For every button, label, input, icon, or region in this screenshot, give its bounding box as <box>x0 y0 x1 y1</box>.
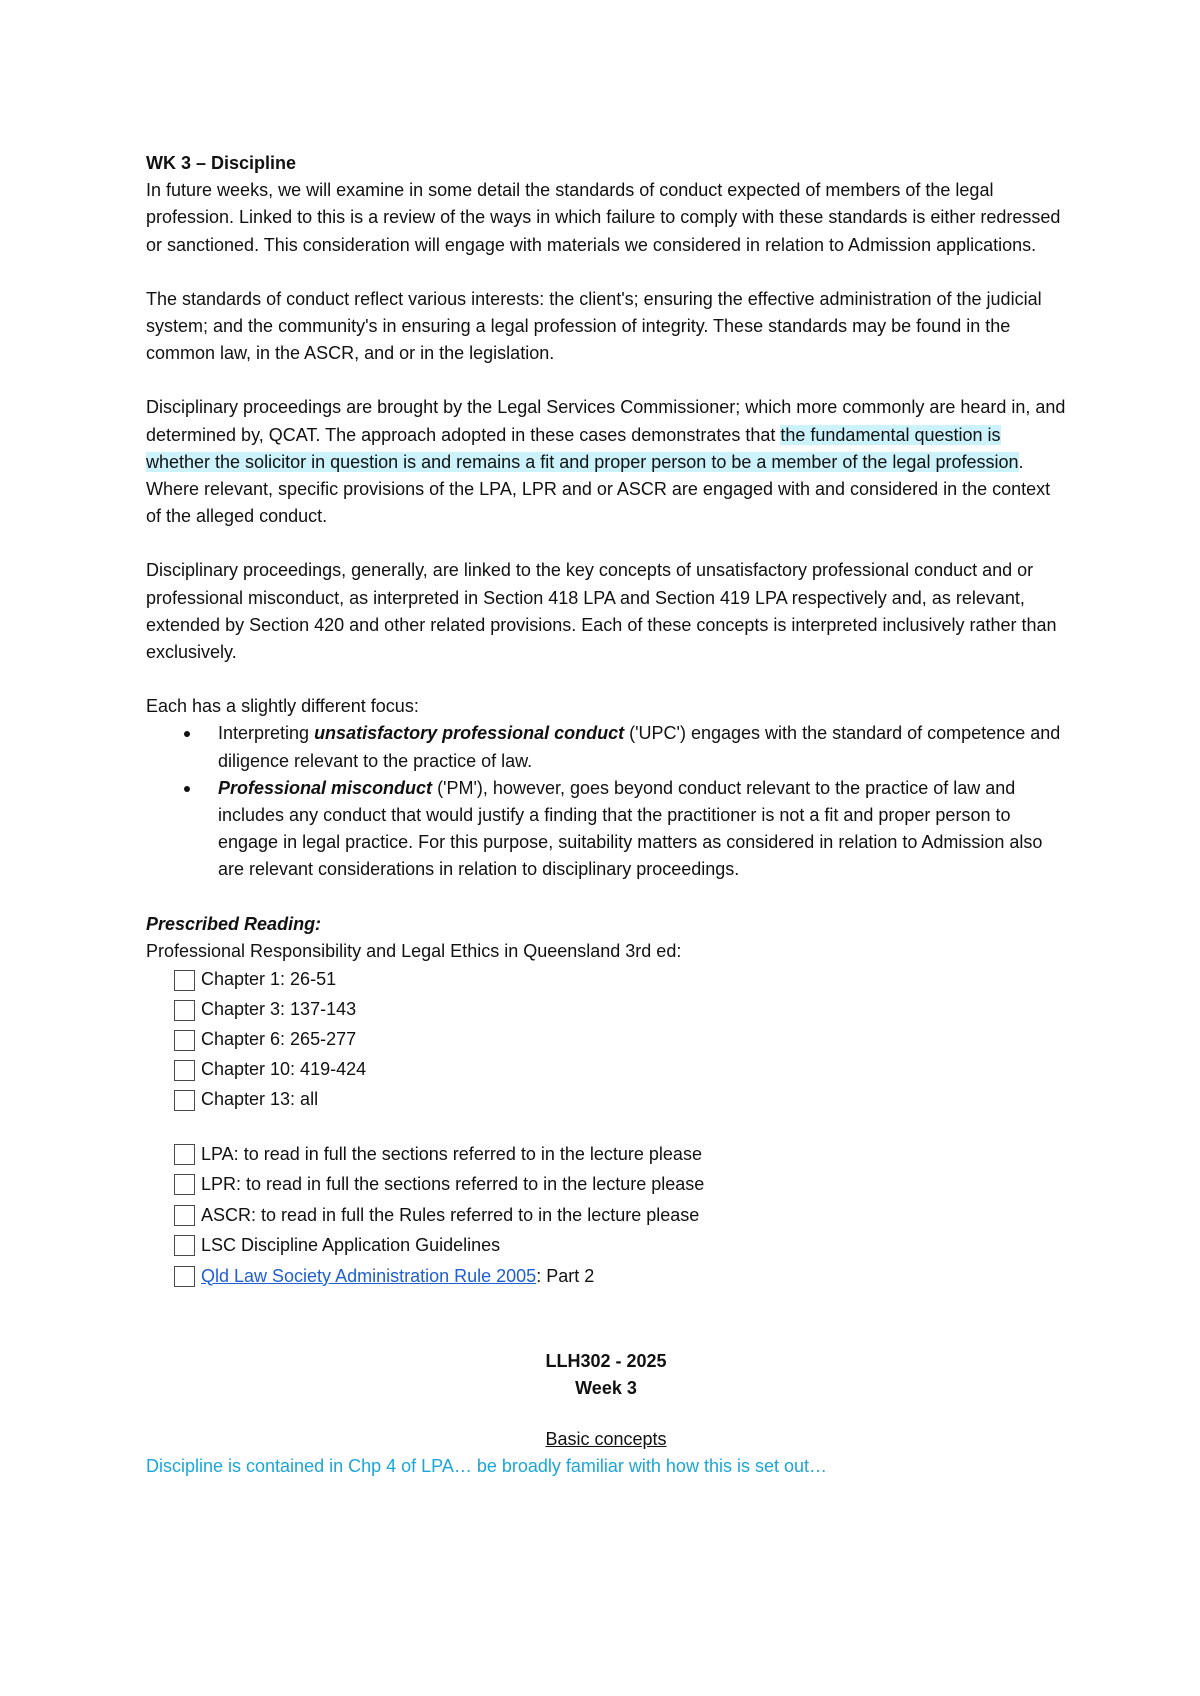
intro-paragraph: In future weeks, we will examine in some detail the standards of conduct expected of members of the legal profession. Linked to this is a review of the ways in which failure to comply with these standards is either redressed or sanctioned. This consideration will engage with materials we considered in relation to Admission applications. <box>146 180 1061 255</box>
bullet-text: Interpreting <box>218 723 315 744</box>
admin-rule-link[interactable]: Qld Law Society Administration Rule 2005 <box>201 1265 537 1286</box>
reading-title: Prescribed Reading: <box>146 913 322 934</box>
focus-bullet-list <box>146 720 1066 883</box>
checkbox[interactable] <box>174 1205 195 1226</box>
checkbox[interactable] <box>174 1030 195 1051</box>
bullet-text: ('UPC') engages with the standard of competence and diligence relevant to the practice of law. <box>218 723 1061 771</box>
list-item <box>174 1085 1066 1115</box>
chapter-label: Chapter 3: 137-143 <box>201 999 357 1020</box>
list-item <box>174 1139 1066 1170</box>
proceedings-text-before: Disciplinary proceedings are brought by the Legal Services Commissioner; which more commonly are heard in, and determined by, QCAT. The approach adopted in these cases demonstrates that <box>146 397 1066 445</box>
bullet-text: ('PM'), however, goes beyond conduct relevant to the practice of law and includes any conduct that would justify a finding that the practitioner is not a fit and proper person to engage in legal practice. For this purpose, suitability matters as considered in relation to Admission also are relevant considerations in relation to disciplinary proceedings. <box>218 777 1043 880</box>
proceedings-text-after: . Where relevant, specific provisions of the LPA, LPR and or ASCR are engaged with and considered in the context of the alleged conduct. <box>146 451 1051 527</box>
list-item <box>174 965 1066 995</box>
legislation-label: LPR: to read in full the sections referred to in the lecture please <box>201 1174 705 1195</box>
legislation-label: ASCR: to read in full the Rules referred to in the lecture please <box>201 1204 700 1225</box>
checkbox[interactable] <box>174 1266 195 1287</box>
link-suffix: : Part 2 <box>536 1265 595 1286</box>
list-item <box>174 1055 1066 1085</box>
section-title: Basic concepts <box>545 1428 667 1449</box>
checkbox[interactable] <box>174 1000 195 1021</box>
document-page <box>146 150 1066 1480</box>
legislation-label: LPA: to read in full the sections referred to in the lecture please <box>201 1143 702 1164</box>
proceedings-paragraph <box>146 394 1066 530</box>
checkbox[interactable] <box>174 1174 195 1195</box>
checkbox[interactable] <box>174 970 195 991</box>
list-item <box>174 1261 1066 1292</box>
legislation-label: LSC Discipline Application Guidelines <box>201 1235 501 1256</box>
list-item <box>174 1025 1066 1055</box>
chapter-label: Chapter 6: 265-277 <box>201 1029 357 1050</box>
week-label: Week 3 <box>575 1377 637 1398</box>
checkbox[interactable] <box>174 1235 195 1256</box>
list-item <box>174 1231 1066 1262</box>
chapter-label: Chapter 10: 419-424 <box>201 1059 367 1080</box>
list-item <box>174 1200 1066 1231</box>
standards-paragraph: The standards of conduct reflect various interests: the client's; ensuring the effective administration of the judicial system; and the community's in ensuring a legal profession of integrity. These standards may be found in the common law, in the ASCR, and or in the legislation. <box>146 288 1042 364</box>
list-item <box>174 995 1066 1025</box>
list-item <box>174 1170 1066 1201</box>
reading-book: Professional Responsibility and Legal Ethics in Queensland 3rd ed: <box>146 940 682 961</box>
list-item <box>218 720 1066 774</box>
list-item <box>218 775 1066 884</box>
legislation-checklist <box>146 1139 1066 1292</box>
checkbox[interactable] <box>174 1144 195 1165</box>
concepts-paragraph: Disciplinary proceedings, generally, are linked to the key concepts of unsatisfactory professional conduct and or professional misconduct, as interpreted in Section 418 LPA and Section 419 LPA respectively and, as relevant, extended by Section 420 and other related provisions. Each of these concepts is interpreted inclusively rather than exclusively. <box>146 560 1057 663</box>
highlighted-text: the fundamental question is whether the solicitor in question is and remains a fit and proper person to be a member of the legal profession <box>146 424 1019 472</box>
page-heading: WK 3 – Discipline <box>146 153 297 173</box>
bullet-term: Professional misconduct <box>218 777 433 798</box>
chapter-label: Chapter 13: all <box>201 1089 319 1110</box>
checkbox[interactable] <box>174 1060 195 1081</box>
checkbox[interactable] <box>174 1090 195 1111</box>
chapter-label: Chapter 1: 26-51 <box>201 969 337 990</box>
chapter-checklist <box>146 965 1066 1115</box>
discipline-note: Discipline is contained in Chp 4 of LPA… be broadly familiar with how this is set out… <box>146 1456 827 1477</box>
course-code: LLH302 - 2025 <box>545 1350 667 1371</box>
bullet-term: unsatisfactory professional conduct <box>314 723 625 744</box>
focus-intro: Each has a slightly different focus: <box>146 696 419 717</box>
